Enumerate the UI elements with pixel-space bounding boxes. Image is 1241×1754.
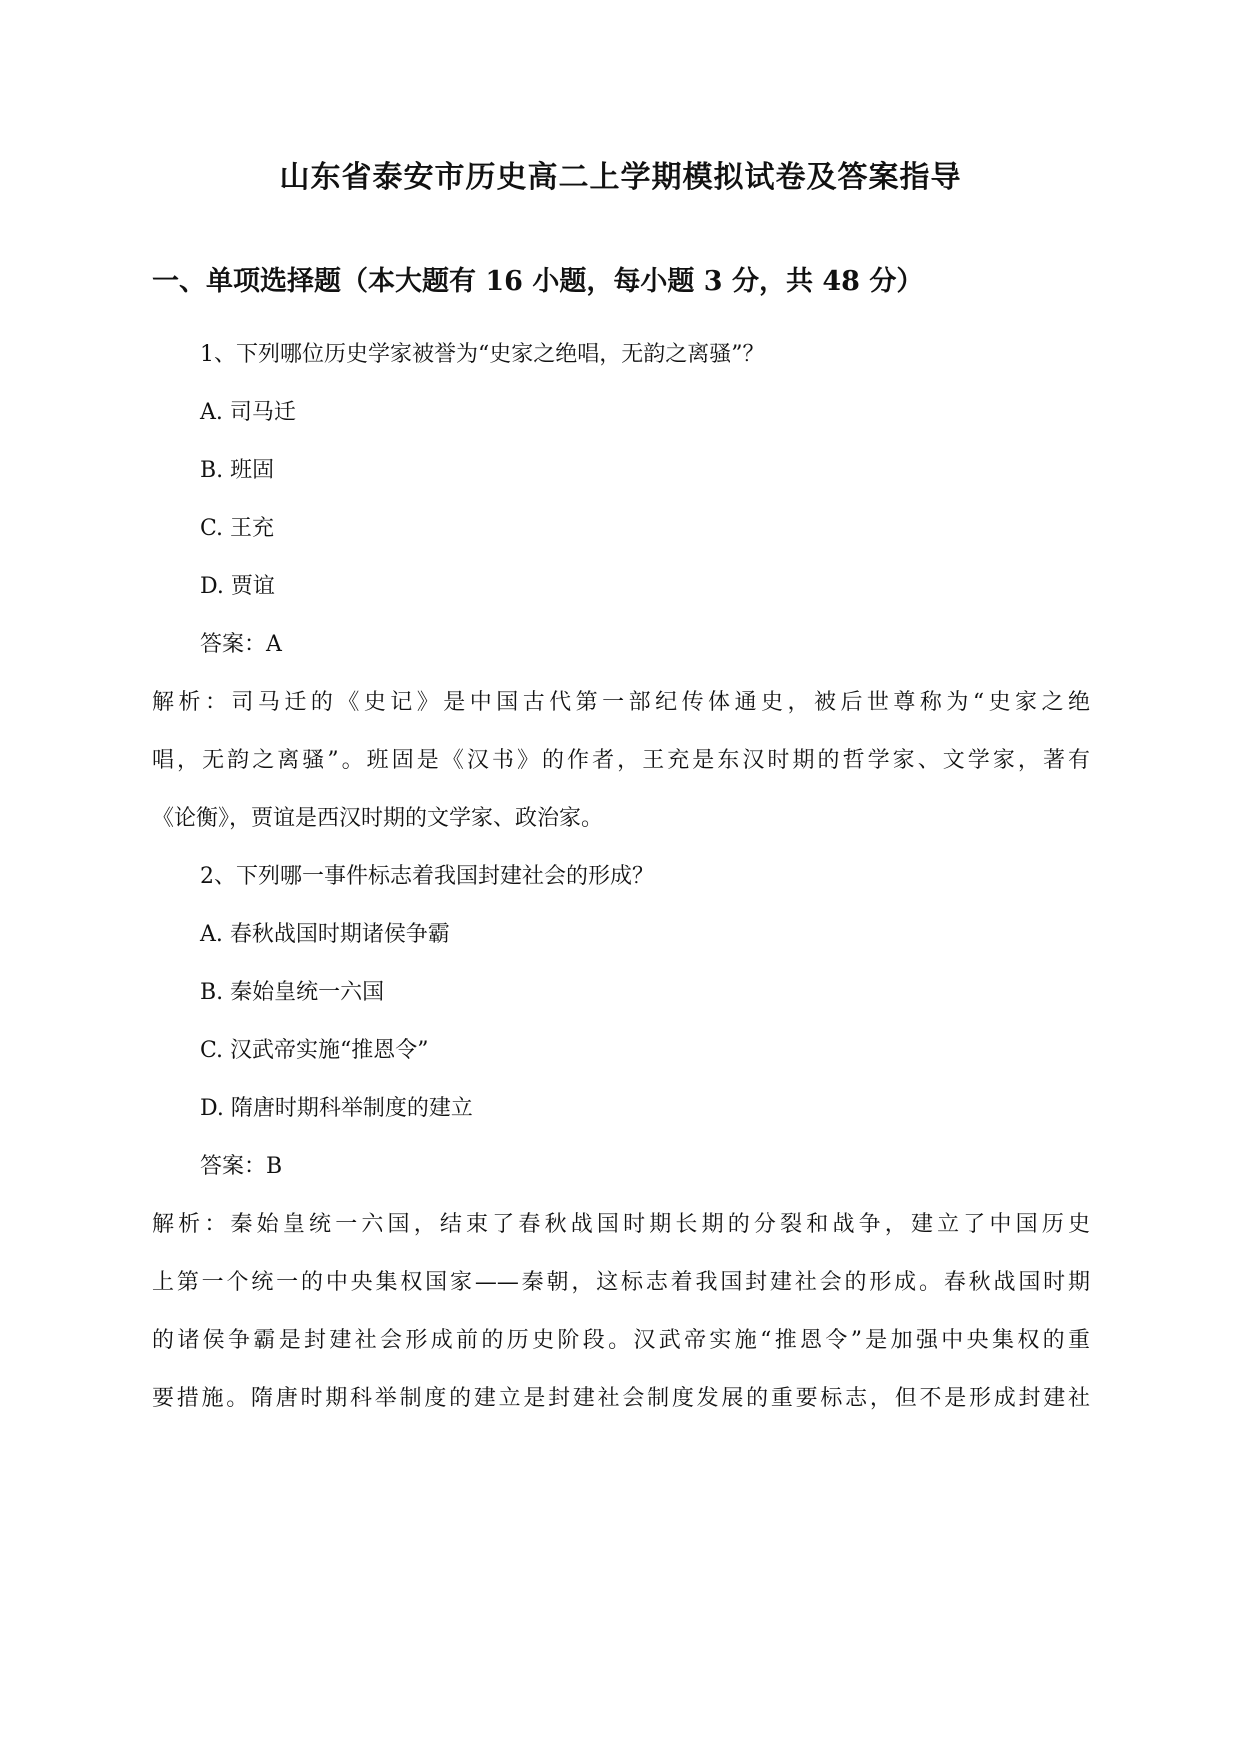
question-2-analysis-line: 的诸侯争霸是封建社会形成前的历史阶段。汉武帝实施“推恩令”是加强中央集权的重 <box>152 1328 1090 1353</box>
question-2-analysis-line: 解析：秦始皇统一六国，结束了春秋战国时期长期的分裂和战争，建立了中国历史 <box>152 1212 1090 1237</box>
question-1-analysis-line: 唱，无韵之离骚”。班固是《汉书》的作者，王充是东汉时期的哲学家、文学家，著有 <box>152 748 1090 773</box>
question-1-analysis-line: 《论衡》，贾谊是西汉时期的文学家、政治家。 <box>152 806 604 831</box>
question-2-option-c: C. 汉武帝实施“推恩令” <box>200 1038 429 1063</box>
question-2-option-d: D. 隋唐时期科举制度的建立 <box>200 1096 473 1121</box>
question-1-option-a: A. 司马迁 <box>200 400 296 425</box>
question-2-option-a: A. 春秋战国时期诸侯争霸 <box>200 922 450 947</box>
question-1-option-d: D. 贾谊 <box>200 574 275 599</box>
question-1-option-c: C. 王充 <box>200 516 275 541</box>
question-2-option-b: B. 秦始皇统一六国 <box>200 980 385 1005</box>
question-1-analysis-line: 解析：司马迁的《史记》是中国古代第一部纪传体通史，被后世尊称为“史家之绝 <box>152 690 1090 715</box>
question-2-analysis-line: 要措施。隋唐时期科举制度的建立是封建社会制度发展的重要标志，但不是形成封建社 <box>152 1386 1090 1411</box>
question-1-answer: 答案：A <box>200 632 282 657</box>
question-2-answer: 答案：B <box>200 1154 283 1179</box>
question-2-analysis-line: 上第一个统一的中央集权国家——秦朝，这标志着我国封建社会的形成。春秋战国时期 <box>152 1270 1090 1295</box>
document-title: 山东省泰安市历史高二上学期模拟试卷及答案指导 <box>279 160 962 195</box>
question-1-option-b: B. 班固 <box>200 458 275 483</box>
question-1-stem: 1、下列哪位历史学家被誉为“史家之绝唱，无韵之离骚”？ <box>200 342 765 367</box>
question-2-stem: 2、下列哪一事件标志着我国封建社会的形成？ <box>200 864 654 889</box>
section-heading: 一、单项选择题（本大题有 16 小题，每小题 3 分，共 48 分） <box>152 266 924 297</box>
